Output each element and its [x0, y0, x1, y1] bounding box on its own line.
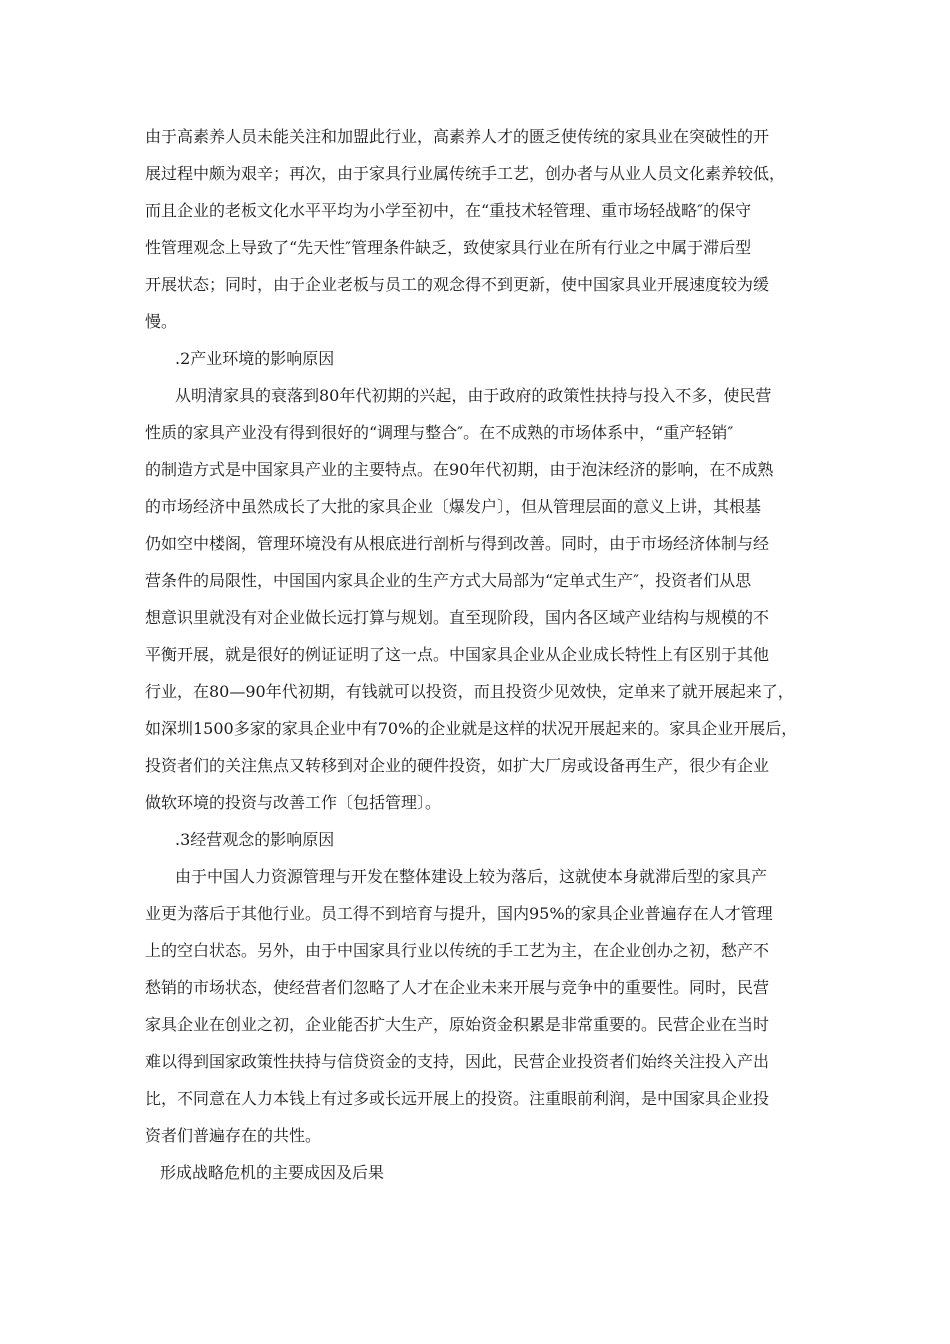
paragraph-line: 行业，在80—90年代初期，有钱就可以投资，而且投资少见效快，定单来了就开展起来了， — [145, 682, 794, 701]
paragraph-line: 性质的家具产业没有得到很好的“调理与整合″。在不成熟的市场体系中，“重产轻销″ — [145, 423, 734, 442]
paragraph-line: 如深圳1500多家的家具企业中有70%的企业就是这样的状况开展起来的。家具企业开展后， — [145, 719, 798, 738]
paragraph-line: 的市场经济中虽然成长了大批的家具企业〔爆发户〕，但从管理层面的意义上讲，其根基 — [145, 497, 762, 516]
section-heading: .3经营观念的影响原因 — [175, 830, 335, 849]
paragraph-line: 资者们普遍存在的共性。 — [145, 1126, 322, 1145]
paragraph-line: 由于高素养人员未能关注和加盟此行业，高素养人才的匮乏使传统的家具业在突破性的开 — [145, 127, 770, 146]
paragraph-line: 愁销的市场状态，使经营者们忽略了人才在企业未来开展与竞争中的重要性。同时，民营 — [145, 978, 770, 997]
paragraph-line: 营条件的局限性，中国国内家具企业的生产方式大局部为“定单式生产″，投资者们从思 — [145, 571, 752, 590]
paragraph-line: 业更为落后于其他行业。员工得不到培育与提升，国内95%的家具企业普遍存在人才管理 — [145, 904, 773, 923]
paragraph-line: 做软环境的投资与改善工作〔包括管理〕。 — [145, 793, 442, 812]
paragraph-line: 投资者们的关注焦点又转移到对企业的硬件投资，如扩大厂房或设备再生产，很少有企业 — [145, 756, 770, 775]
paragraph-line: 开展状态；同时，由于企业老板与员工的观念得不到更新，使中国家具业开展速度较为缓 — [145, 275, 770, 294]
section-title: 形成战略危机的主要成因及后果 — [160, 1163, 385, 1182]
paragraph-line: 而且企业的老板文化水平平均为小学至初中，在“重技术轻管理、重市场轻战略″的保守 — [145, 201, 752, 220]
paragraph-line: 慢。 — [145, 312, 178, 331]
paragraph-line: 展过程中颇为艰辛；再次，由于家具行业属传统手工艺，创办者与从业人员文化素养较低， — [145, 164, 786, 183]
paragraph-line: 由于中国人力资源管理与开发在整体建设上较为落后，这就使本身就滞后型的家具产 — [175, 867, 768, 886]
paragraph-line: 难以得到国家政策性扶持与信贷资金的支持，因此，民营企业投资者们始终关注投入产出 — [145, 1052, 770, 1071]
paragraph-line: 家具企业在创业之初，企业能否扩大生产，原始资金积累是非常重要的。民营企业在当时 — [145, 1015, 770, 1034]
paragraph-line: 仍如空中楼阁，管理环境没有从根底进行剖析与得到改善。同时，由于市场经济体制与经 — [145, 534, 770, 553]
paragraph-line: 平衡开展，就是很好的例证证明了这一点。中国家具企业从企业成长特性上有区别于其他 — [145, 645, 770, 664]
paragraph-line: 想意识里就没有对企业做长远打算与规划。直至现阶段，国内各区域产业结构与规模的不 — [145, 608, 770, 627]
paragraph-line: 的制造方式是中国家具产业的主要特点。在90年代初期，由于泡沫经济的影响，在不成熟 — [145, 460, 774, 479]
paragraph-line: 比，不同意在人力本钱上有过多或长远开展上的投资。注重眼前利润，是中国家具企业投 — [145, 1089, 770, 1108]
paragraph-line: 性管理观念上导致了“先天性″管理条件缺乏，致使家具行业在所有行业之中属于滞后型 — [145, 238, 752, 257]
paragraph-line: 上的空白状态。另外，由于中国家具行业以传统的手工艺为主，在企业创办之初，愁产不 — [145, 941, 770, 960]
section-heading: .2产业环境的影响原因 — [175, 349, 335, 368]
paragraph-line: 从明清家具的衰落到80年代初期的兴起，由于政府的政策性扶持与投入不多，使民营 — [175, 386, 772, 405]
